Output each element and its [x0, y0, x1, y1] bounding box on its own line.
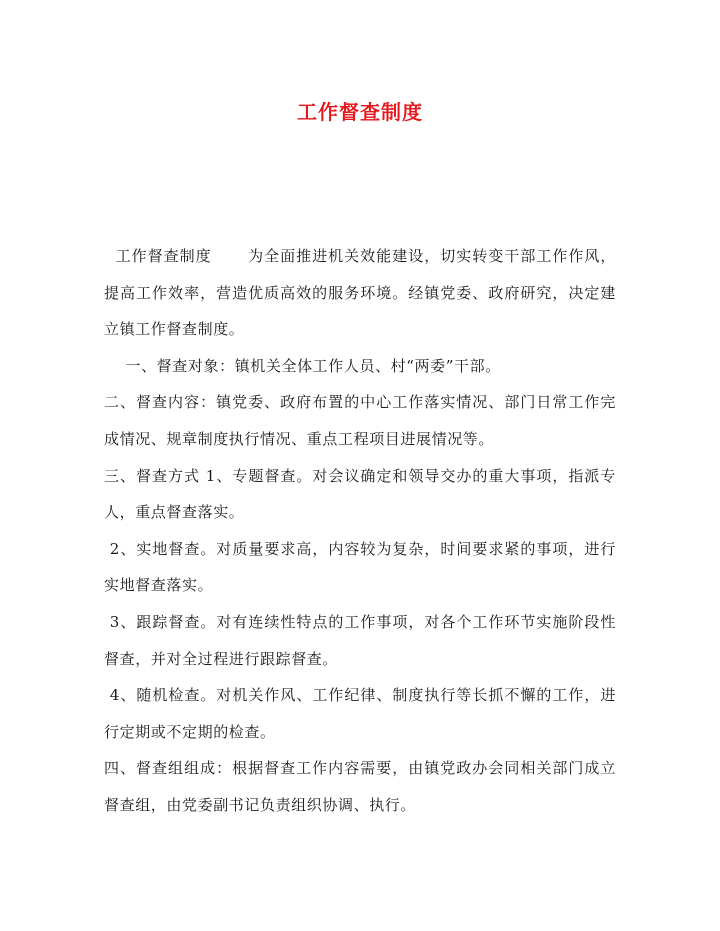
document-title: 工作督查制度	[297, 100, 423, 124]
document-body	[104, 238, 616, 824]
section-3-item-3	[104, 604, 616, 677]
section-3-item-2-text: 2、实地督查。对质量要求高，内容较为复杂，时间要求紧的事项，进行实地督查落实。	[104, 539, 617, 595]
section-1-text: 一、督查对象：镇机关全体工作人员、村“两委”干部。	[125, 356, 501, 375]
section-3: 三、督查方式 1、专题督查。对会议确定和领导交办的重大事项，指派专人，重点督查落实。	[104, 466, 616, 522]
section-3-item-4	[104, 677, 616, 750]
intro-text: 为全面推进机关效能建设，切实转变干部工作作风，提高工作效率，营造优质高效的服务环境。经镇党委、政府研究，决定建立镇工作督查制度。	[104, 247, 616, 339]
section-3-item-3-text: 3、跟踪督查。对有连续性特点的工作事项，对各个工作环节实施阶段性督查，并对全过程进行跟踪督查。	[104, 612, 617, 668]
section-3-item-4-text: 4、随机检查。对机关作风、工作纪律、制度执行等长抓不懈的工作，进行定期或不定期的检查。	[104, 686, 617, 741]
intro-paragraph	[104, 238, 616, 348]
section-2: 二、督查内容：镇党委、政府布置的中心工作落实情况、部门日常工作完成情况、规章制度执行情况、重点工程项目进展情况等。	[104, 393, 616, 448]
section-3-item-2	[104, 531, 616, 604]
section-1	[104, 348, 616, 385]
section-4: 四、督查组组成：根据督查工作内容需要，由镇党政办会同相关部门成立督查组，由党委副书记负责组织协调、执行。	[104, 759, 616, 814]
intro-heading: 工作督查制度	[115, 247, 212, 265]
